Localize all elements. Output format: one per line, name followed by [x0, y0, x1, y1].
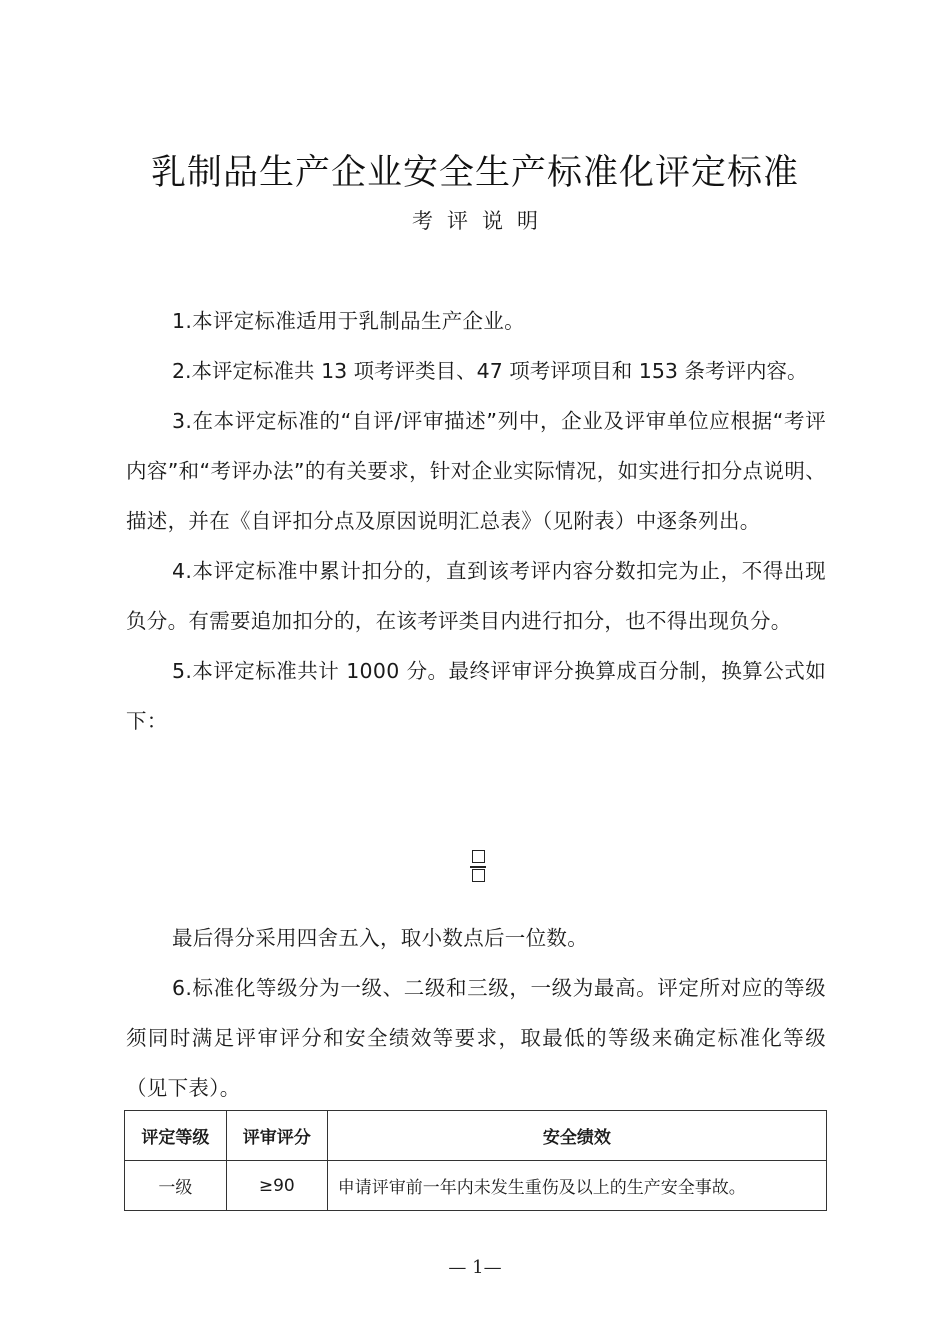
- paragraph-rounding: 最后得分采用四舍五入，取小数点后一位数。: [172, 926, 588, 950]
- header-score: 评审评分: [226, 1111, 327, 1161]
- paragraph-2: 2.本评定标准共 13 项考评类目、47 项考评项目和 153 条考评内容。: [172, 359, 808, 383]
- table-row: [125, 1161, 827, 1211]
- paragraph-4: 4.本评定标准中累计扣分的，直到该考评内容分数扣完为止，不得出现负分。有需要追加扣分的，在该考评类目内进行扣分，也不得出现负分。: [126, 559, 826, 633]
- header-performance: 安全绩效: [327, 1111, 826, 1161]
- paragraph-3: 3.在本评定标准的“自评/评审描述”列中，企业及评审单位应根据“考评内容”和“考评办法”的有关要求，针对企业实际情况，如实进行扣分点说明、描述，并在《自评扣分点及原因说明汇总表》（见附表）中逐条列出。: [126, 409, 826, 533]
- page-number: — 1—: [448, 1257, 502, 1278]
- page-subtitle: 考评说明: [412, 209, 552, 233]
- cell-performance: 申请评审前一年内未发生重伤及以上的生产安全事故。: [327, 1161, 826, 1211]
- paragraph-5: 5.本评定标准共计 1000 分。最终评审评分换算成百分制，换算公式如下：: [126, 659, 826, 733]
- body-section-bottom: [126, 913, 826, 1113]
- formula-placeholder-icon: [470, 848, 486, 888]
- grade-table: [124, 1110, 827, 1211]
- paragraph-6: 6.标准化等级分为一级、二级和三级，一级为最高。评定所对应的等级须同时满足评审评分和安全绩效等要求，取最低的等级来确定标准化等级（见下表）。: [126, 976, 826, 1100]
- header-grade: 评定等级: [125, 1111, 227, 1161]
- paragraph-1: 1.本评定标准适用于乳制品生产企业。: [172, 309, 525, 333]
- body-section-top: [126, 296, 826, 746]
- cell-score: ≥90: [226, 1161, 327, 1211]
- page-title: 乳制品生产企业安全生产标准化评定标准: [150, 153, 799, 193]
- cell-grade: 一级: [125, 1161, 227, 1211]
- table-header-row: [125, 1111, 827, 1161]
